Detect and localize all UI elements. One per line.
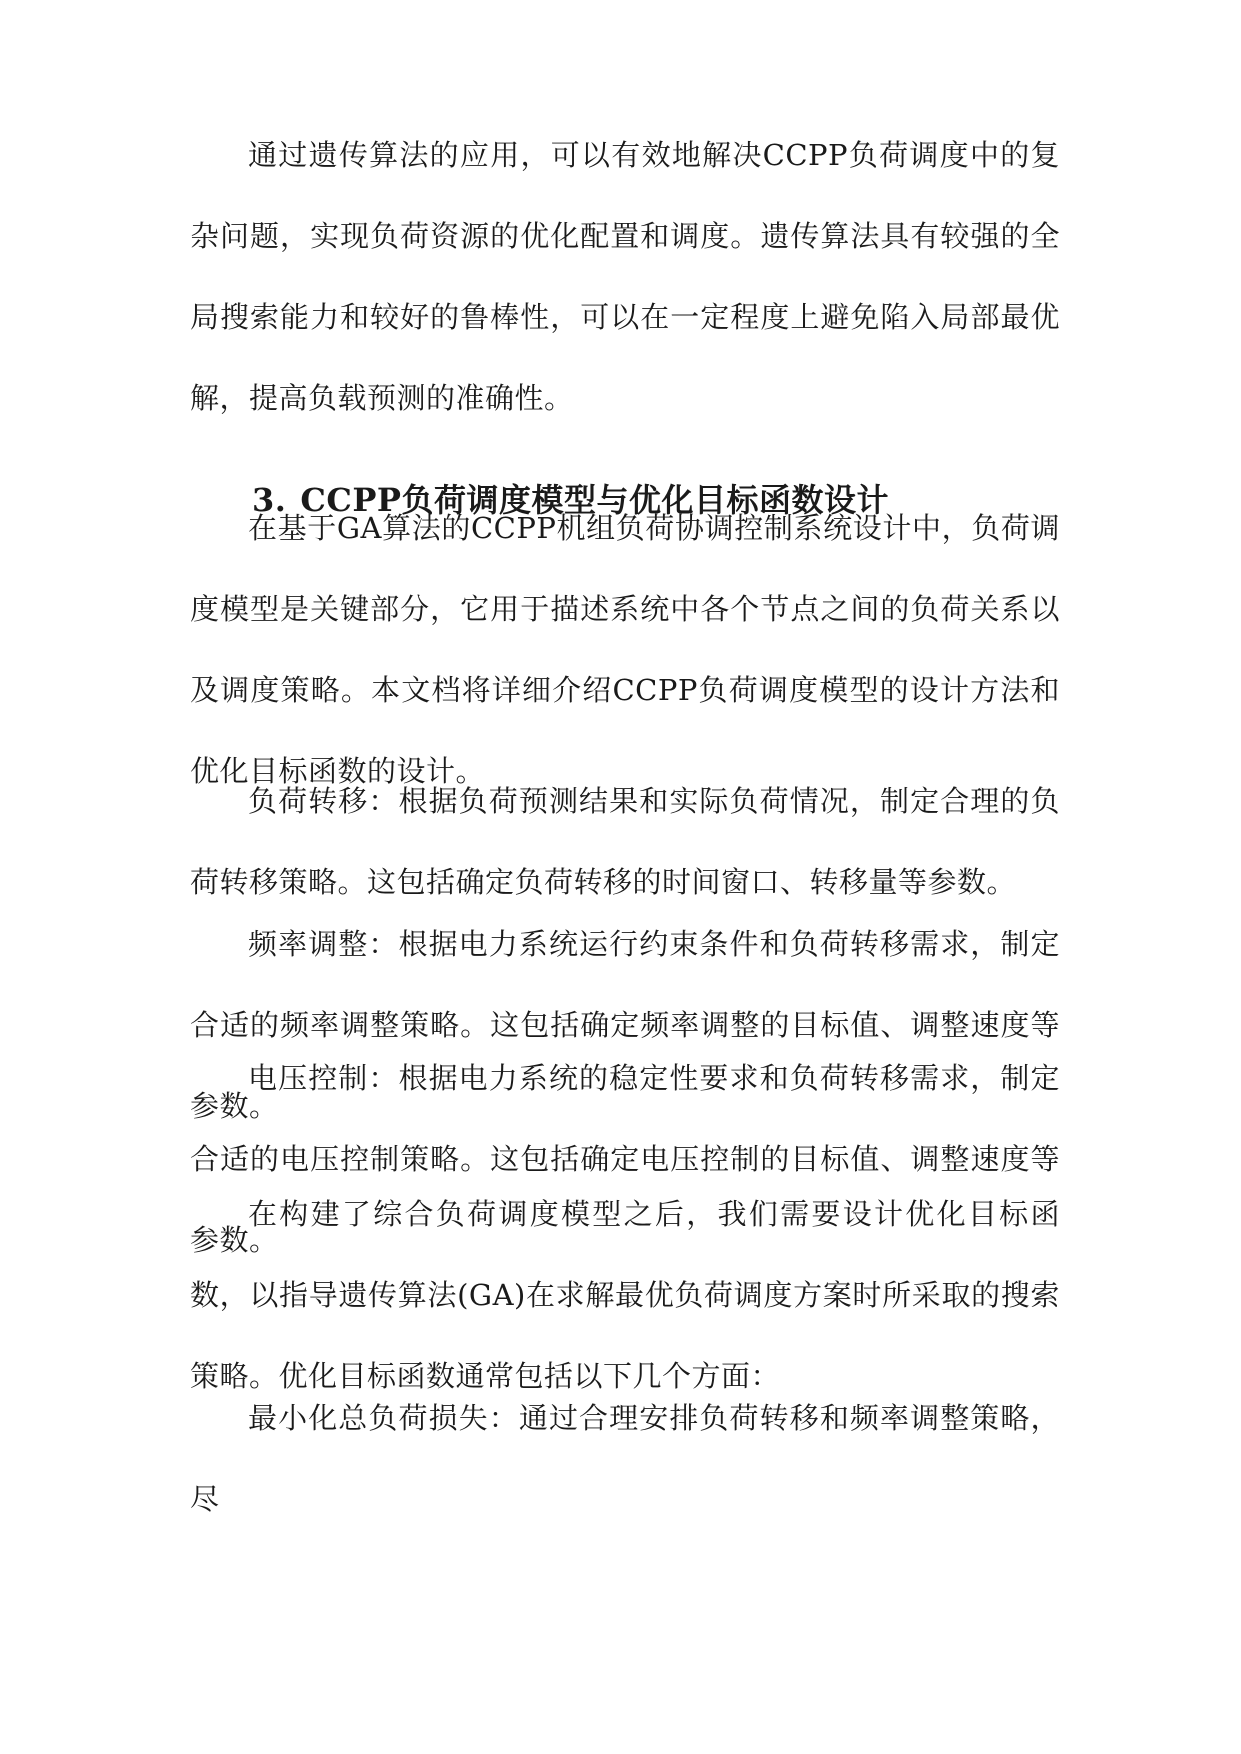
section-number: 3. — [252, 481, 287, 519]
paragraph-objective-function: 在构建了综合负荷调度模型之后，我们需要设计优化目标函数，以指导遗传算法(GA)在求解最优负荷调度方案时所采取的搜索策略。优化目标函数通常包括以下几个方面： — [190, 1197, 1060, 1393]
paragraph-minimize-loss: 最小化总负荷损失：通过合理安排负荷转移和频率调整策略，尽 — [190, 1401, 1060, 1516]
paragraph-load-transfer: 负荷转移：根据负荷预测结果和实际负荷情况，制定合理的负荷转移策略。这包括确定负荷转移的时间窗口、转移量等参数。 — [190, 784, 1060, 899]
paragraph-scheduling-model: 在基于GA算法的CCPP机组负荷协调控制系统设计中，负荷调度模型是关键部分，它用于描述系统中各个节点之间的负荷关系以及调度策略。本文档将详细介绍CCPP负荷调度模型的设计方法和优化目标函数的设计。 — [190, 511, 1060, 788]
paragraph-voltage-control: 电压控制：根据电力系统的稳定性要求和负荷转移需求，制定合适的电压控制策略。这包括确定电压控制的目标值、调整速度等参数。 — [190, 1061, 1060, 1257]
intro-paragraph: 通过遗传算法的应用，可以有效地解决CCPP负荷调度中的复杂问题，实现负荷资源的优化配置和调度。遗传算法具有较强的全局搜索能力和较好的鲁棒性，可以在一定程度上避免陷入局部最优解，提高负载预测的准确性。 — [190, 138, 1060, 415]
paragraph-frequency-adjustment: 频率调整：根据电力系统运行约束条件和负荷转移需求，制定合适的频率调整策略。这包括确定频率调整的目标值、调整速度等参数。 — [190, 927, 1060, 1123]
section-title: CCPP负荷调度模型与优化目标函数设计 — [300, 481, 889, 519]
